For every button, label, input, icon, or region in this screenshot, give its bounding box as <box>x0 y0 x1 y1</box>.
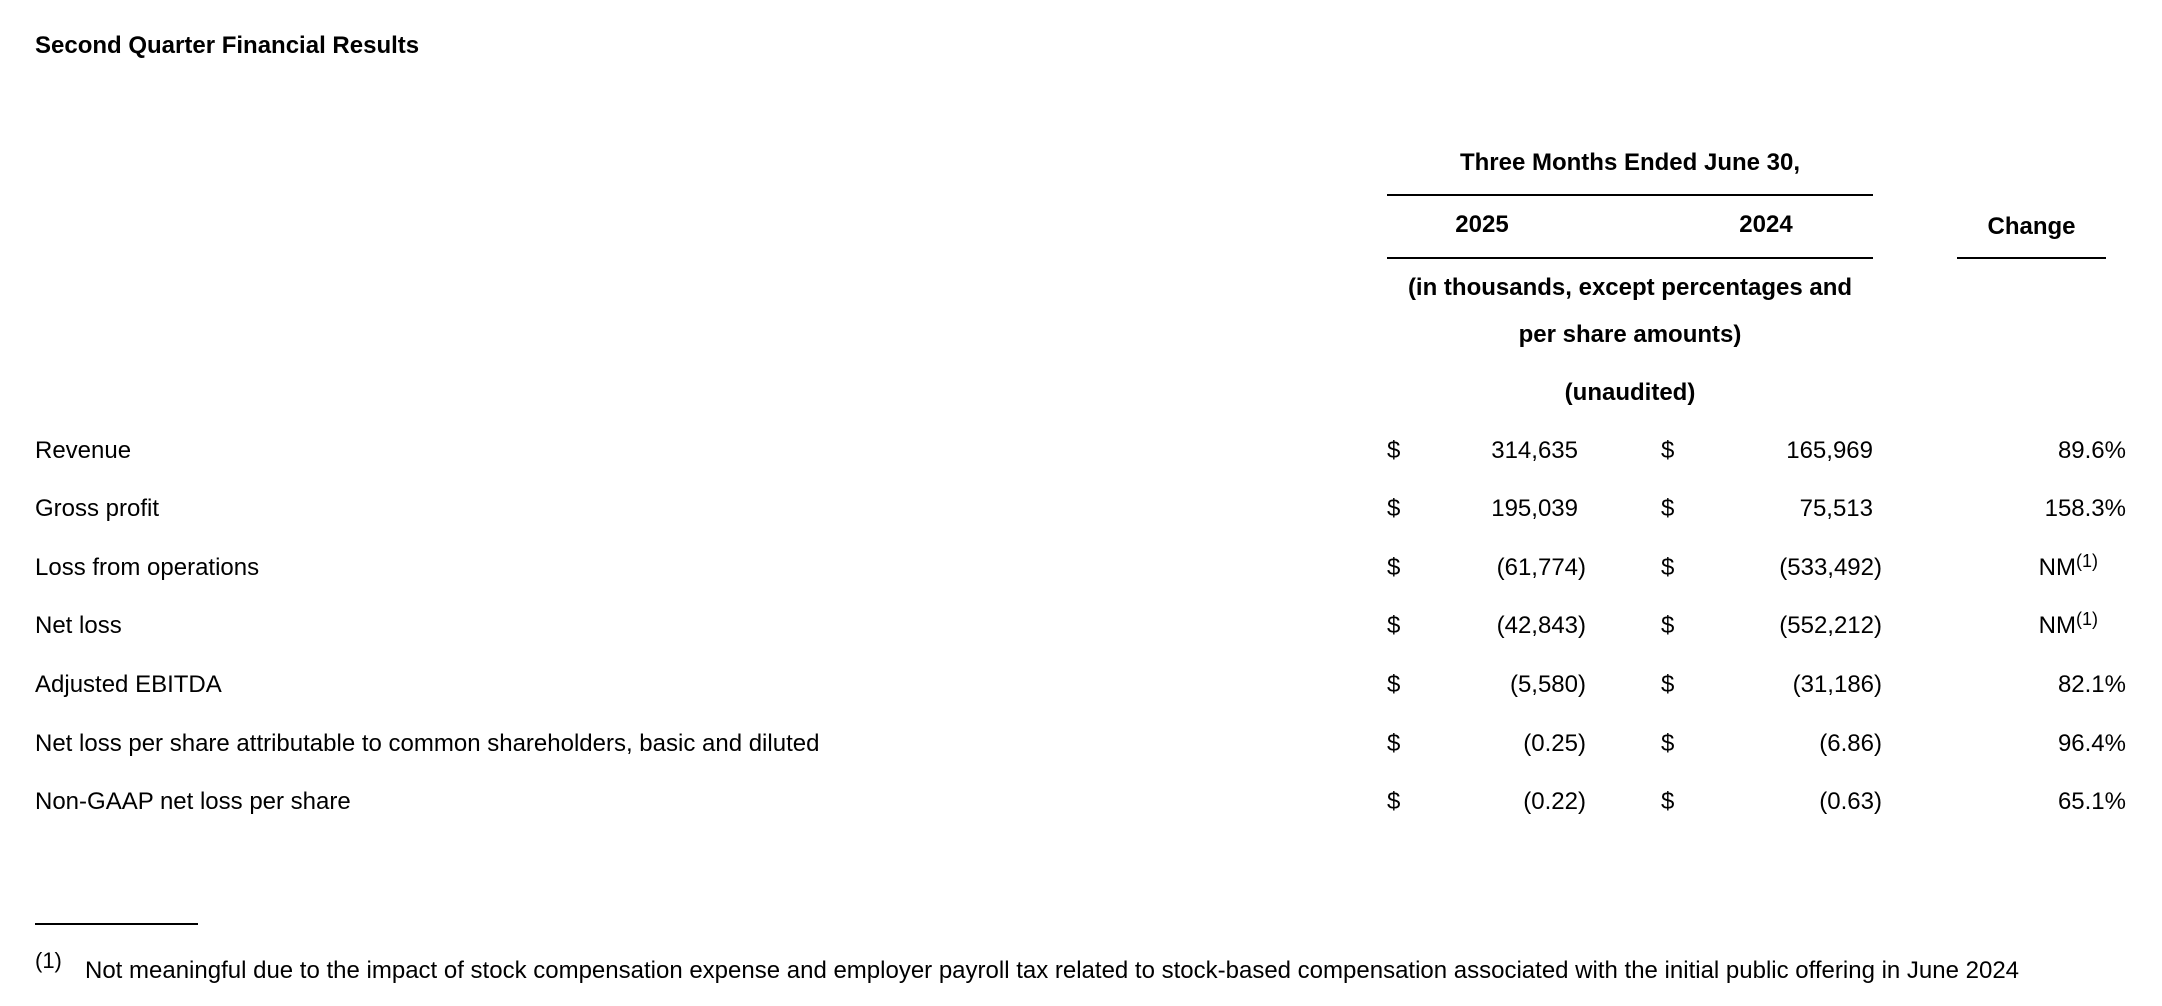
change-value <box>2045 495 2126 523</box>
row-label: Non-GAAP net loss per share <box>35 788 351 815</box>
change-text: 96.4% <box>2057 730 2126 757</box>
currency-symbol-2025: $ <box>1387 554 1401 581</box>
change-text: 65.1% <box>2057 788 2126 815</box>
units-note-line1: (in thousands, except percentages and <box>1407 274 1853 301</box>
currency-symbol-2025: $ <box>1387 437 1401 464</box>
change-value <box>2038 551 2098 582</box>
currency-symbol-2025: $ <box>1387 671 1401 698</box>
change-value <box>2058 437 2126 465</box>
row-label: Revenue <box>35 437 132 464</box>
change-text: NM <box>2038 554 2076 581</box>
year-2024-header: 2024 <box>1739 211 1793 238</box>
value-2025: 195,039 <box>1491 495 1578 522</box>
change-value <box>2038 609 2098 640</box>
change-value <box>2058 671 2126 699</box>
value-2025: (0.25) <box>1523 730 1586 757</box>
currency-symbol-2024: $ <box>1661 554 1675 581</box>
value-2024: 75,513 <box>1799 495 1873 522</box>
value-2024: (31,186) <box>1792 671 1882 698</box>
footnote-text: Not meaningful due to the impact of stock compensation expense and employer payroll tax related to stock-based compensation associated with the initial public offering in June 2024 <box>85 957 2020 984</box>
currency-symbol-2024: $ <box>1661 495 1675 522</box>
change-value <box>2058 788 2126 816</box>
change-text: 89.6% <box>2057 437 2126 464</box>
period-header: Three Months Ended June 30, <box>1459 149 1801 176</box>
value-2024: (552,212) <box>1779 612 1882 639</box>
row-label: Gross profit <box>35 495 160 522</box>
row-label: Net loss per share attributable to common shareholders, basic and diluted <box>35 730 820 757</box>
page-title: Second Quarter Financial Results <box>35 32 420 59</box>
value-2024: (6.86) <box>1819 730 1882 757</box>
change-underline <box>1957 257 2106 259</box>
value-2024: (533,492) <box>1779 554 1882 581</box>
currency-symbol-2024: $ <box>1661 612 1675 639</box>
unaudited-note: (unaudited) <box>1564 379 1696 406</box>
currency-symbol-2025: $ <box>1387 788 1401 815</box>
years-underline <box>1387 257 1873 259</box>
value-2025: 314,635 <box>1491 437 1578 464</box>
footnote-marker: (1) <box>35 948 62 973</box>
currency-symbol-2025: $ <box>1387 612 1401 639</box>
year-2025-header: 2025 <box>1455 211 1509 238</box>
value-2024: (0.63) <box>1819 788 1882 815</box>
change-text: 158.3% <box>2044 495 2126 522</box>
currency-symbol-2025: $ <box>1387 495 1401 522</box>
currency-symbol-2024: $ <box>1661 671 1675 698</box>
change-text: 82.1% <box>2057 671 2126 698</box>
value-2025: (42,843) <box>1496 612 1586 639</box>
currency-symbol-2025: $ <box>1387 730 1401 757</box>
footnote-reference: (1) <box>2076 551 2098 571</box>
row-label: Adjusted EBITDA <box>35 671 222 698</box>
units-note-line2: per share amounts) <box>1518 321 1742 348</box>
footnote-reference: (1) <box>2076 609 2098 629</box>
value-2025: (61,774) <box>1496 554 1586 581</box>
currency-symbol-2024: $ <box>1661 437 1675 464</box>
period-underline <box>1387 194 1873 196</box>
row-label: Net loss <box>35 612 122 639</box>
value-2025: (5,580) <box>1509 671 1586 698</box>
change-text: NM <box>2038 612 2076 639</box>
currency-symbol-2024: $ <box>1661 730 1675 757</box>
currency-symbol-2024: $ <box>1661 788 1675 815</box>
row-label: Loss from operations <box>35 554 260 581</box>
value-2025: (0.22) <box>1523 788 1586 815</box>
footnote-divider <box>35 923 198 925</box>
change-header: Change <box>1987 213 2076 240</box>
value-2024: 165,969 <box>1786 437 1873 464</box>
change-value <box>2058 730 2126 758</box>
